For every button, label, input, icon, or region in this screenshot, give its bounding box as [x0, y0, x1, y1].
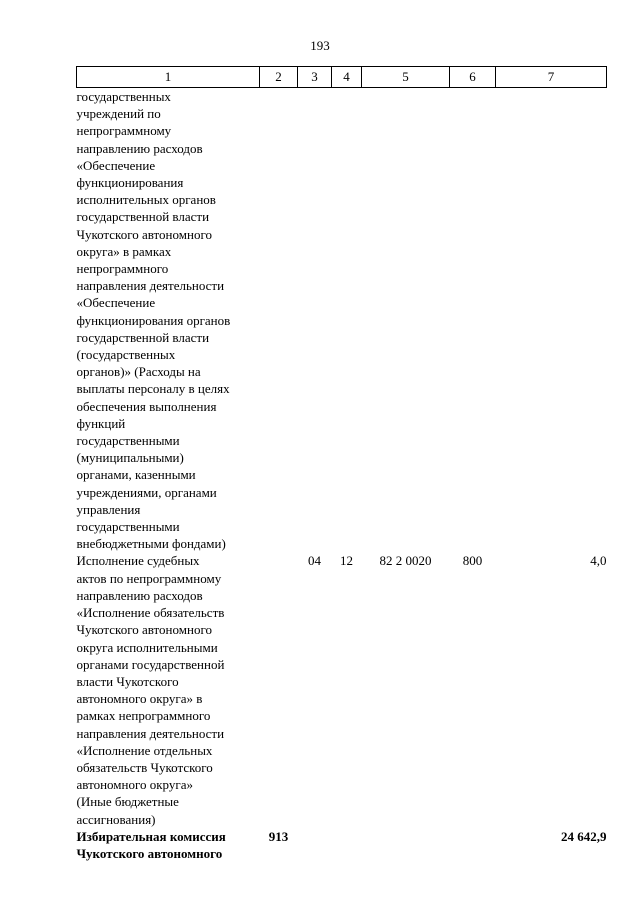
column-header-1: 1 — [77, 67, 260, 88]
row-name-line: функций — [76, 415, 126, 431]
cell-c2 — [260, 552, 298, 827]
cell-c6 — [450, 88, 496, 553]
row-name-line: рамках непрограммного — [76, 708, 211, 724]
row-name-line: органами государственной — [76, 656, 225, 672]
row-name-line: «Обеспечение — [76, 295, 156, 311]
row-name-line: выплаты персоналу в целях — [76, 381, 230, 397]
row-name-line: направления деятельности — [76, 278, 225, 294]
row-name-line: автономного округа» — [76, 777, 193, 793]
row-name-line: функционирования — [76, 175, 184, 191]
page-number: 193 — [310, 38, 330, 53]
cell-c7: 4,0 — [590, 553, 607, 569]
row-name-line: (государственных — [76, 347, 176, 363]
table-row — [77, 828, 607, 862]
row-name-line: направления деятельности — [76, 725, 225, 741]
row-name-line: власти Чукотского — [76, 673, 179, 689]
row-name-line: Избирательная комиссия — [76, 828, 226, 844]
row-name-line: учреждений по — [76, 106, 161, 122]
column-header-6: 6 — [450, 67, 496, 88]
cell-c2: 913 — [268, 828, 289, 844]
row-name-line: ассигнования) — [76, 811, 156, 827]
row-name-line: функционирования органов — [76, 312, 231, 328]
row-name-line: управления — [76, 501, 141, 517]
row-name-line: органов)» (Расходы на — [76, 364, 201, 380]
row-name-cell — [77, 88, 260, 553]
cell-c5 — [362, 828, 450, 862]
cell-c6: 800 — [462, 553, 483, 569]
column-header-2: 2 — [260, 67, 298, 88]
cell-c4 — [332, 88, 362, 553]
row-name-line: государственной власти — [76, 209, 210, 225]
table-header-row — [77, 67, 607, 88]
column-header-3: 3 — [298, 67, 332, 88]
row-name-line: «Обеспечение — [76, 157, 156, 173]
row-name-line: Чукотского автономного — [76, 226, 212, 242]
row-name-line: внебюджетными фондами) — [76, 536, 226, 552]
row-name-line: обеспечения выполнения — [76, 398, 217, 414]
column-header-4: 4 — [332, 67, 362, 88]
row-name-line: Чукотского автономного — [76, 622, 212, 638]
row-name-line: (муниципальными) — [76, 450, 184, 466]
row-name-line: государственных — [76, 89, 171, 104]
row-name-line: направлению расходов — [76, 140, 203, 156]
row-name-line: «Исполнение обязательств — [76, 605, 225, 621]
table-row — [77, 552, 607, 827]
table-body — [77, 88, 607, 863]
row-name-line: Исполнение судебных — [76, 553, 200, 569]
row-name-cell — [77, 828, 260, 862]
cell-c5 — [362, 88, 450, 553]
cell-c4 — [332, 828, 362, 862]
cell-c5: 82 2 0020 — [379, 553, 432, 569]
cell-c7: 24 642,9 — [561, 828, 607, 844]
row-name-line: исполнительных органов — [76, 192, 216, 208]
cell-c7 — [496, 88, 607, 553]
row-name-line: непрограммному — [76, 123, 172, 139]
column-header-5: 5 — [362, 67, 450, 88]
row-name-line: государственными — [76, 519, 180, 535]
row-name-line: «Исполнение отдельных — [76, 742, 213, 758]
column-header-7: 7 — [496, 67, 607, 88]
row-name-line: государственной власти — [76, 329, 210, 345]
row-name-line: (Иные бюджетные — [76, 794, 179, 810]
row-name-line: округа» в рамках — [76, 243, 172, 259]
table-row — [77, 88, 607, 553]
row-name-line: округа исполнительными — [76, 639, 218, 655]
row-name-cell — [77, 552, 260, 827]
cell-c3 — [298, 828, 332, 862]
row-name-line: обязательств Чукотского — [76, 759, 213, 775]
cell-c6 — [450, 828, 496, 862]
cell-c3: 04 — [308, 553, 321, 569]
row-name-line: органами, казенными — [76, 467, 196, 483]
row-name-line: направлению расходов — [76, 587, 203, 603]
budget-table — [76, 66, 607, 862]
row-name-line: непрограммного — [76, 261, 169, 277]
cell-c2 — [260, 88, 298, 553]
cell-c4: 12 — [340, 553, 353, 569]
row-name-line: актов по непрограммному — [76, 570, 222, 586]
row-name-line: автономного округа» в — [76, 691, 203, 707]
row-name-line: Чукотского автономного — [76, 845, 223, 861]
row-name-line: государственными — [76, 433, 180, 449]
row-name-line: учреждениями, органами — [76, 484, 217, 500]
cell-c3 — [298, 88, 332, 553]
